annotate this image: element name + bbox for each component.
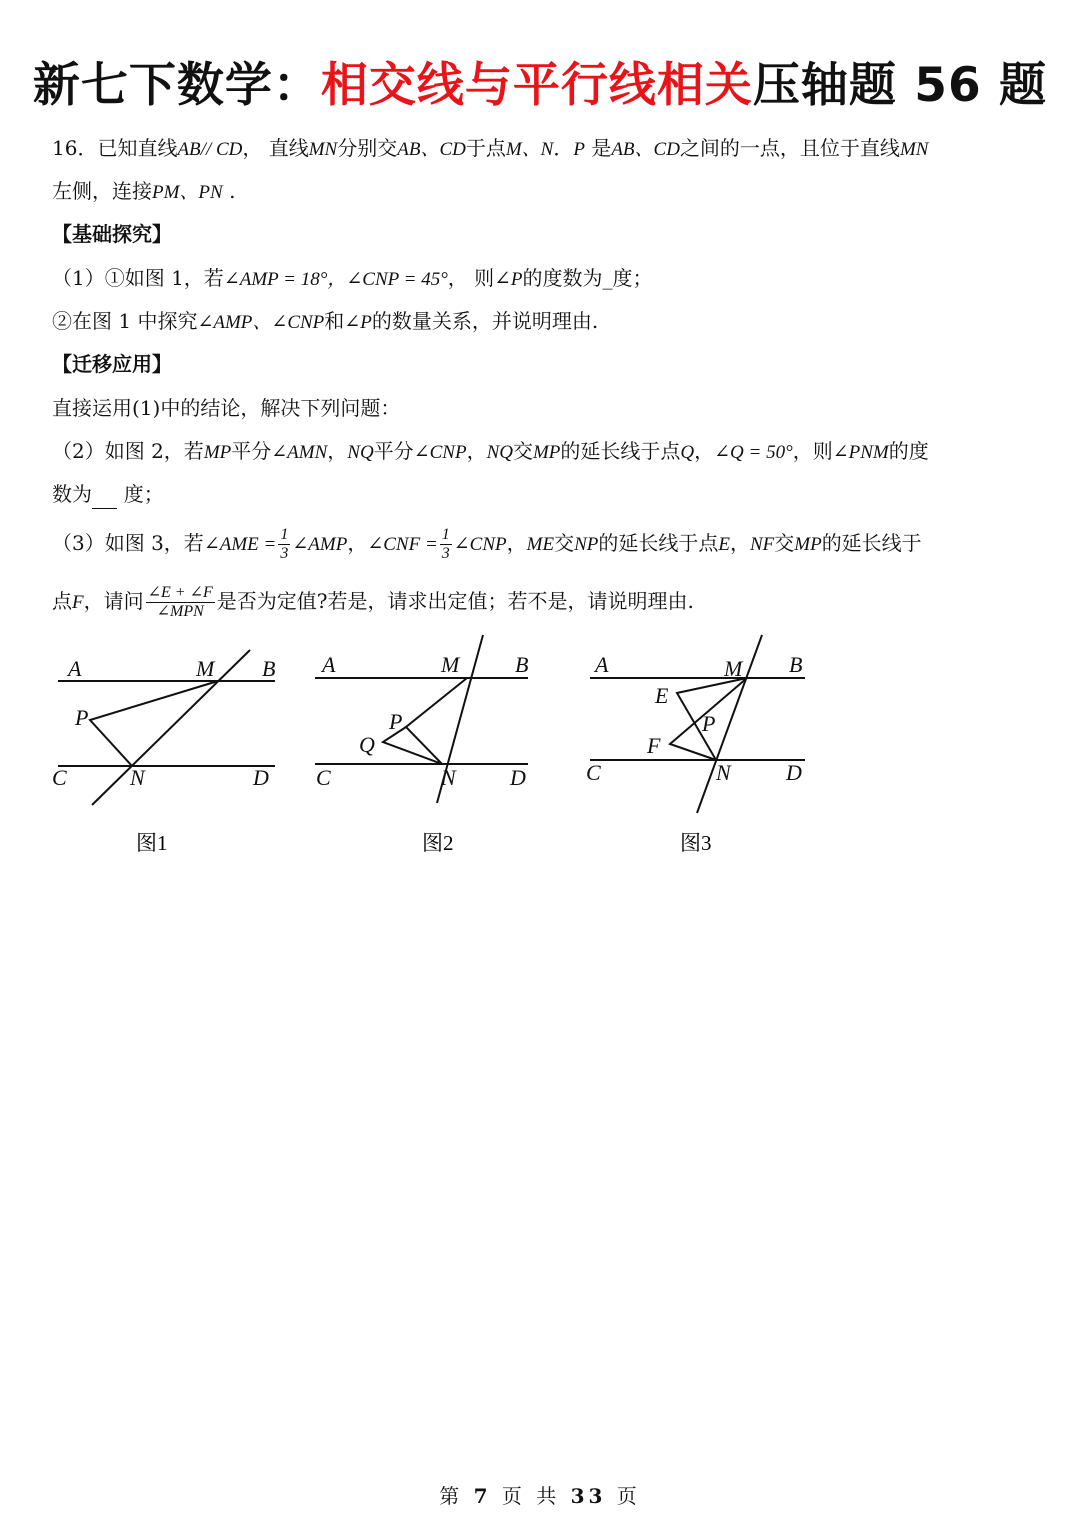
figure-2: [315, 635, 528, 803]
fig1-label-c: C: [52, 765, 67, 790]
fig2-label-p: P: [389, 709, 403, 734]
page-title: 新七下数学：相交线与平行线相关压轴题 56 题: [32, 58, 1048, 113]
fig3-label-e: E: [655, 683, 669, 708]
fig3-label-d: D: [786, 760, 802, 785]
question-2-line-2: 数为 度；: [52, 480, 164, 509]
section-heading-basic: 【基础探究】: [52, 222, 172, 246]
problem-line-2: 左侧，连接PM、PN .: [52, 179, 236, 203]
segments-pm-pn: [90, 681, 218, 766]
current-page-number: 7: [473, 1484, 492, 1508]
fig3-label-c: C: [586, 760, 601, 785]
figure-3: [590, 635, 805, 813]
fig2-label-m: M: [441, 652, 460, 677]
fraction-one-third: $\frac{1}{3}$: [280, 526, 289, 562]
figures: [0, 630, 1080, 870]
fig1-label-d: D: [253, 765, 269, 790]
figure-3-caption: 图3: [680, 831, 712, 855]
fig1-label-a: A: [68, 656, 82, 681]
fig2-label-n: N: [441, 765, 456, 790]
fig3-label-a: A: [595, 652, 609, 677]
fig3-label-n: N: [716, 760, 731, 785]
fig3-label-p: P: [702, 711, 716, 736]
fig1-label-b: B: [262, 656, 276, 681]
figure-2-caption: 图2: [422, 831, 454, 855]
fig2-label-a: A: [322, 652, 336, 677]
segments-pm-pn: [406, 678, 467, 764]
fig1-label-p: P: [75, 705, 89, 730]
fig3-label-b: B: [789, 652, 803, 677]
answer-blank: [92, 480, 117, 509]
instruction-line: 直接运用(1)中的结论，解决下列问题：: [52, 396, 401, 420]
question-3-line-2: 点F，请问 $\frac{\angle E + \angle F}{\text{∠MPN}}$ 是否为定值?若是，请求出定值；若不是，请说明理由.: [52, 584, 694, 620]
fig2-label-q: Q: [359, 732, 375, 757]
total-pages: 33: [570, 1484, 607, 1508]
page-footer: 第 7 页 共 33 页: [439, 1484, 641, 1508]
fraction-one-third: $\frac{1}{3}$: [441, 526, 450, 562]
fig1-label-n: N: [130, 765, 145, 790]
fig3-label-f: F: [647, 733, 661, 758]
question-1-part-2: ②在图 1 中探究∠AMP、∠CNP和∠P的数量关系，并说明理由.: [52, 309, 599, 333]
fig2-label-d: D: [510, 765, 526, 790]
figure-1: [58, 650, 275, 805]
fig2-label-c: C: [316, 765, 331, 790]
line-mn: [92, 650, 250, 805]
fig1-label-m: M: [196, 656, 215, 681]
problem-line-1: 16．已知直线AB// CD， 直线MN分别交AB、CD于点M、N．P 是AB、CD之间的一点，且位于直线MN: [52, 136, 929, 160]
section-heading-application: 【迁移应用】: [52, 352, 172, 376]
question-1-part-1: （1）①如图 1，若∠AMP = 18°，∠CNP = 45°， 则∠P的度数为_度；: [52, 266, 653, 290]
fraction-angle-ratio: $\frac{\angle E + \angle F}{\text{∠MPN}}$: [147, 584, 213, 620]
question-3-line-1: （3）如图 3，若∠AME = $\frac{1}{3}$ ∠AMP，∠CNF = $\frac{1}{3}$ ∠CNP，ME交NP的延长线于点E，NF交MP的延长线于: [52, 526, 922, 562]
fig3-label-m: M: [724, 656, 743, 681]
figure-1-caption: 图1: [136, 831, 168, 855]
question-2-line-1: （2）如图 2，若MP平分∠AMN，NQ平分∠CNP，NQ交MP的延长线于点Q，∠Q = 50°，则∠PNM的度: [52, 439, 929, 463]
fig2-label-b: B: [515, 652, 529, 677]
